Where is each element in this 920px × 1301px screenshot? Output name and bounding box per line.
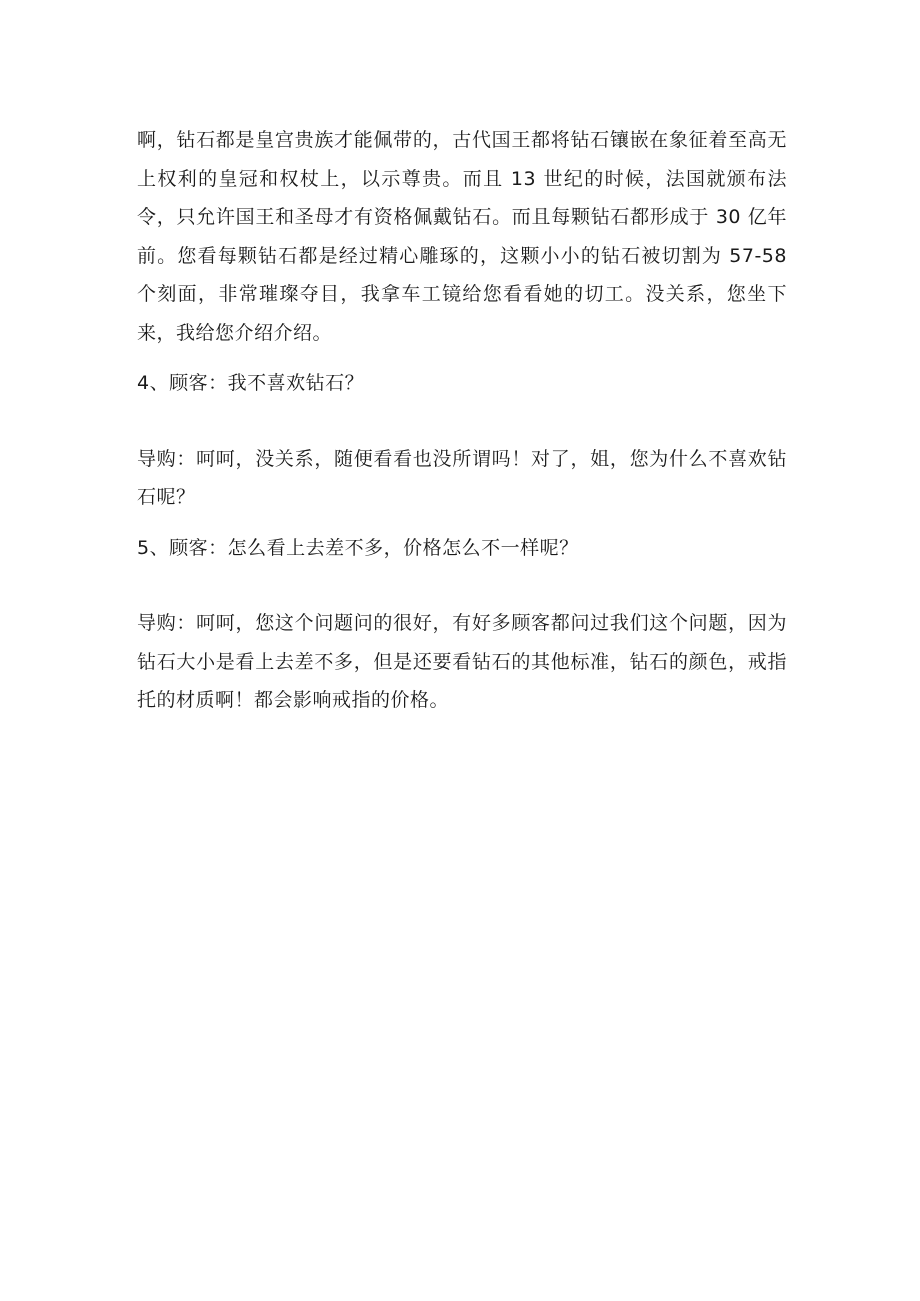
document-body xyxy=(137,121,787,720)
question-4-heading: 4、顾客：我不喜欢钻石？ xyxy=(137,372,365,394)
answer-paragraph-question-5: 导购：呵呵，您这个问题问的很好，有好多顾客都问过我们这个问题，因为钻石大小是看上去差不多，但是还要看钻石的其他标准，钻石的颜色，戒指托的材质啊！都会影响戒指的价格。 xyxy=(137,612,787,711)
answer-paragraph-diamond-history: 啊，钻石都是皇宫贵族才能佩带的，古代国王都将钻石镶嵌在象征着至高无上权利的皇冠和权杖上，以示尊贵。而且 13 世纪的时候，法国就颁布法令，只允许国王和圣母才有资格佩戴钻石。而且每颗钻石都形成于 30 亿年前。您看每颗钻石都是经过精心雕琢的，这颗小小的钻石被切割为 57-58 个刻面，非常璀璨夺目，我拿车工镜给您看看她的切工。没关系，您坐下来，我给您介绍介绍。 xyxy=(137,129,787,344)
question-5-heading: 5、顾客：怎么看上去差不多，价格怎么不一样呢？ xyxy=(137,536,579,559)
answer-paragraph-question-4: 导购：呵呵，没关系，随便看看也没所谓吗！对了，姐，您为什么不喜欢钻石呢？ xyxy=(137,447,787,508)
